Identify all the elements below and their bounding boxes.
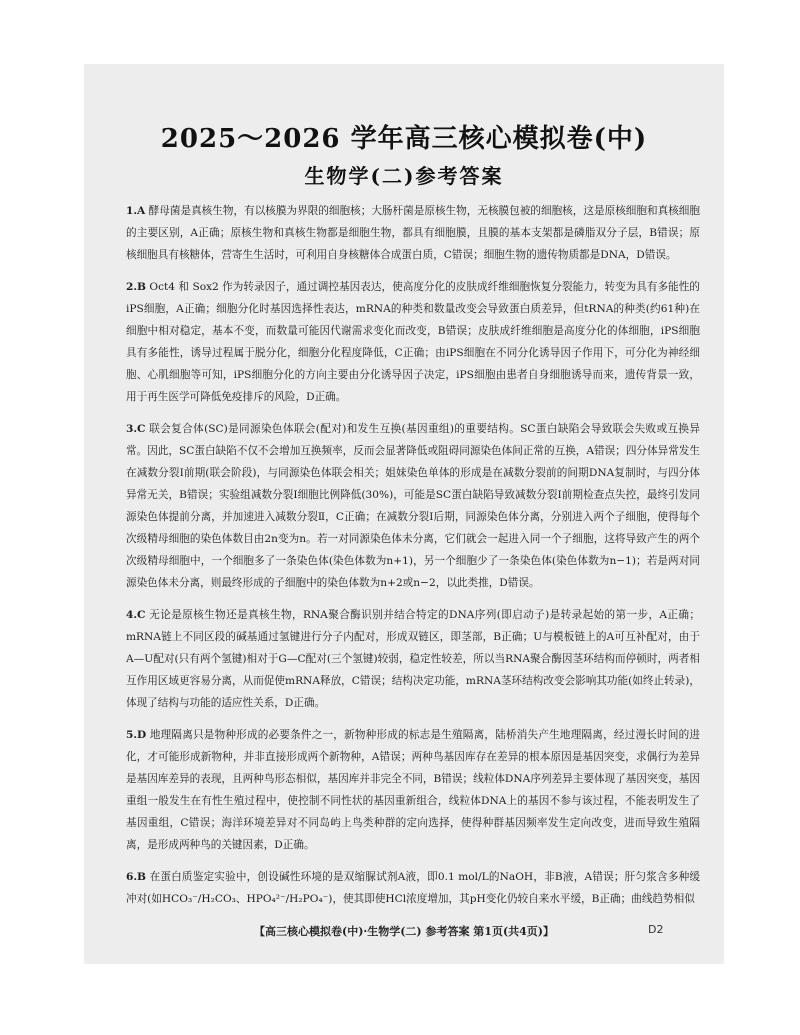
answer-text: 无论是原核生物还是真核生物，RNA聚合酶识别并结合特定的DNA序列(即启动子)是转录起始的第一步，A正确；mRNA链上不同区段的碱基通过氢键进行分子内配对，形成双链区，即茎部，B正确；U与模板链上的A可互补配对，由于A—U配对(只有两个氢键)相对于G—C配对(三个氢键)较弱，稳定性较差，所以当RNA聚合酶因茎环结构而停顿时，两者相互作用区域更容易分离，从而促使mRNA释放，C错误；结构决定功能，mRNA茎环结构改变会影响其功能(如终止转录)，体现了结构与功能的适应性关系，D正确。 (126, 609, 700, 709)
answer-number: 4.C (126, 609, 146, 621)
answer-number: 3.C (126, 423, 146, 435)
answer-number: 6.B (126, 871, 147, 883)
answer-text: Oct4 和 Sox2 作为转录因子，通过调控基因表达，使高度分化的皮肤成纤维细胞恢复分裂能力，转变为具有多能性的iPS细胞，A正确；细胞分化时基因选择性表达，mRNA的种类和数量改变会导致蛋白质差异，但tRNA的种类(约61种)在细胞中相对稳定，基本不变，而数量可能因代谢需求变化而改变，B错误；皮肤成纤维细胞是高度分化的体细胞，iPS细胞具有多能性，诱导过程属于脱分化，细胞分化程度降低，C正确；由iPS细胞在不同分化诱导因子作用下，可分化为神经细胞、心肌细胞等可知，iPS细胞分化的方向主要由分化诱导因子决定，iPS细胞由患者自身细胞诱导而来，遗传背景一致，用于再生医学可降低免疫排斥的风险，D正确。 (126, 281, 700, 403)
answer-item-5 (126, 724, 700, 856)
answer-item-1 (126, 200, 700, 266)
answer-text: 联会复合体(SC)是同源染色体联会(配对)和发生互换(基因重组)的重要结构。SC蛋白缺陷会导致联会失败或互换异常。因此，SC蛋白缺陷不仅不会增加互换频率，反而会显著降低或阻碍同源染色体间正常的互换，A错误；四分体异常发生在减数分裂Ⅰ前期(联会阶段)，与同源染色体联会相关；姐妹染色单体的形成是在减数分裂前的间期DNA复制时，与四分体异常无关，B错误；实验组减数分裂Ⅰ细胞比例降低(30%)，可能是SC蛋白缺陷导致减数分裂Ⅰ前期检查点失控，最终引发同源染色体提前分离，并加速进入减数分裂Ⅱ，C正确；在减数分裂Ⅰ后期，同源染色体分离，分别进入两个子细胞，使得每个次级精母细胞的染色体数目由2n变为n。若一对同源染色体未分离，它们就会一起进入同一个子细胞，这将导致产生的两个次级精母细胞中，一个细胞多了一条染色体(染色体数为n+1)，另一个细胞少了一条染色体(染色体数为n−1)；若是两对同源染色体未分离，则最终形成的子细胞中的染色体数为n+2或n−2，以此类推，D错误。 (126, 423, 700, 589)
answer-text: 在蛋白质鉴定实验中，创设碱性环境的是双缩脲试剂A液，即0.1 mol/L的NaOH，非B液，A错误；肝匀浆含多种缓冲对(如HCO₃⁻/H₂CO₃、HPO₄²⁻/H₂PO₄⁻)，使其即使HCl浓度增加，其pH变化仍较自来水平缓，B正确；曲线趋势相似 (126, 871, 700, 905)
answer-item-6 (126, 866, 700, 910)
answer-body (126, 200, 700, 920)
page-footer: 【高三核心模拟卷(中)·生物学(二) 参考答案 第1页(共4页)】 (253, 925, 555, 938)
answer-item-3 (126, 418, 700, 594)
answer-number: 2.B (126, 281, 147, 293)
page-subtitle: 生物学(二)参考答案 (304, 164, 504, 188)
answer-text: 酵母菌是真核生物，有以核膜为界限的细胞核；大肠杆菌是原核生物，无核膜包被的细胞核，这是原核细胞和真核细胞的主要区别，A正确；原核生物和真核生物都是细胞生物，都具有细胞膜，且膜的基本支架都是磷脂双分子层，B错误；原核细胞具有核糖体，营寄生生活时，可利用自身核糖体合成蛋白质，C错误；细胞生物的遗传物质都是DNA，D错误。 (126, 205, 701, 261)
paper-code: D2 (648, 923, 664, 936)
page-title: 2025～2026 学年高三核心模拟卷(中) (160, 124, 648, 154)
answer-number: 1.A (126, 205, 146, 217)
answer-number: 5.D (126, 729, 147, 741)
answer-item-2 (126, 276, 700, 408)
answer-text: 地理隔离只是物种形成的必要条件之一，新物种形成的标志是生殖隔离，陆桥消失产生地理隔离，经过漫长时间的进化，才可能形成新物种，并非直接形成两个新物种，A错误；两种鸟基因库存在差异的根本原因是基因突变，求偶行为差异是基因库差异的表现，且两种鸟形态相似，基因库并非完全不同，B错误；线粒体DNA序列差异主要体现了基因突变，基因重组一般发生在有性生殖过程中，使控制不同性状的基因重新组合，线粒体DNA上的基因不参与该过程，不能表明发生了基因重组，C错误；海洋环境差异对不同岛屿上鸟类种群的定向选择，使得种群基因频率发生定向改变，进而导致生殖隔离，是形成两种鸟的关键因素，D正确。 (126, 729, 701, 851)
answer-item-4 (126, 604, 700, 714)
